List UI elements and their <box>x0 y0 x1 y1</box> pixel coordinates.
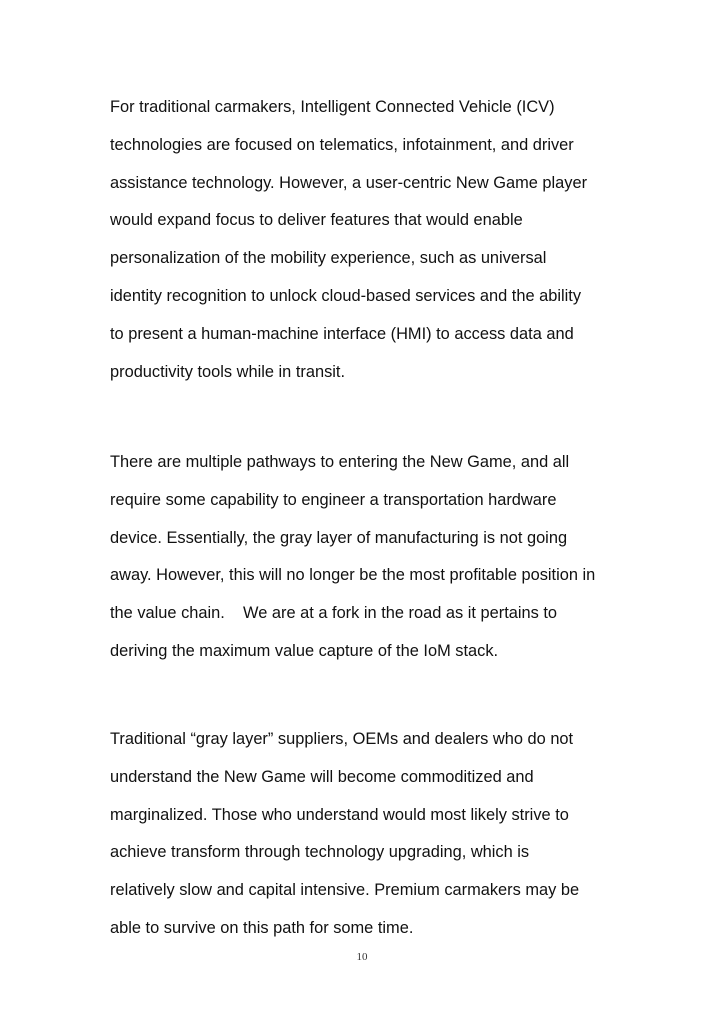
paragraph-line: deriving the maximum value capture of the IoM stack. <box>110 641 499 660</box>
paragraph-line: personalization of the mobility experience, such as universal <box>110 249 547 268</box>
paragraph-line: away. However, this will no longer be the most profitable position in <box>110 566 596 585</box>
paragraph-line: For traditional carmakers, Intelligent Connected Vehicle (ICV) <box>110 98 555 116</box>
page-number: 10 <box>356 951 368 963</box>
paragraph-line: to present a human-machine interface (HMI) to access data and <box>110 324 574 343</box>
paragraph-line: There are multiple pathways to entering the New Game, and all <box>110 453 570 471</box>
paragraph-line: would expand focus to deliver features that would enable <box>110 211 523 230</box>
paragraph-line: require some capability to engineer a transportation hardware <box>110 490 557 509</box>
paragraph-line: able to survive on this path for some time. <box>110 918 414 937</box>
paragraph-line: understand the New Game will become commoditized and <box>110 767 534 786</box>
paragraph-pathways <box>110 452 595 679</box>
paragraph-line: marginalized. Those who understand would most likely strive to <box>110 805 569 824</box>
paragraph-line: device. Essentially, the gray layer of manufacturing is not going <box>110 528 568 547</box>
paragraph-line: relatively slow and capital intensive. Premium carmakers may be <box>110 881 580 900</box>
paragraph-line: technologies are focused on telematics, infotainment, and driver <box>110 135 574 154</box>
paragraph-line: productivity tools while in transit. <box>110 362 346 381</box>
paragraph-icv <box>110 97 587 399</box>
paragraph-line: assistance technology. However, a user-centric New Game player <box>110 173 588 192</box>
paragraph-line: the value chain. We are at a fork in the road as it pertains to <box>110 604 558 623</box>
paragraph-line: Traditional “gray layer” suppliers, OEMs and dealers who do not <box>110 730 574 748</box>
paragraph-line: achieve transform through technology upgrading, which is <box>110 843 530 862</box>
paragraph-gray-layer <box>110 729 579 956</box>
paragraph-line: identity recognition to unlock cloud-based services and the ability <box>110 286 582 305</box>
